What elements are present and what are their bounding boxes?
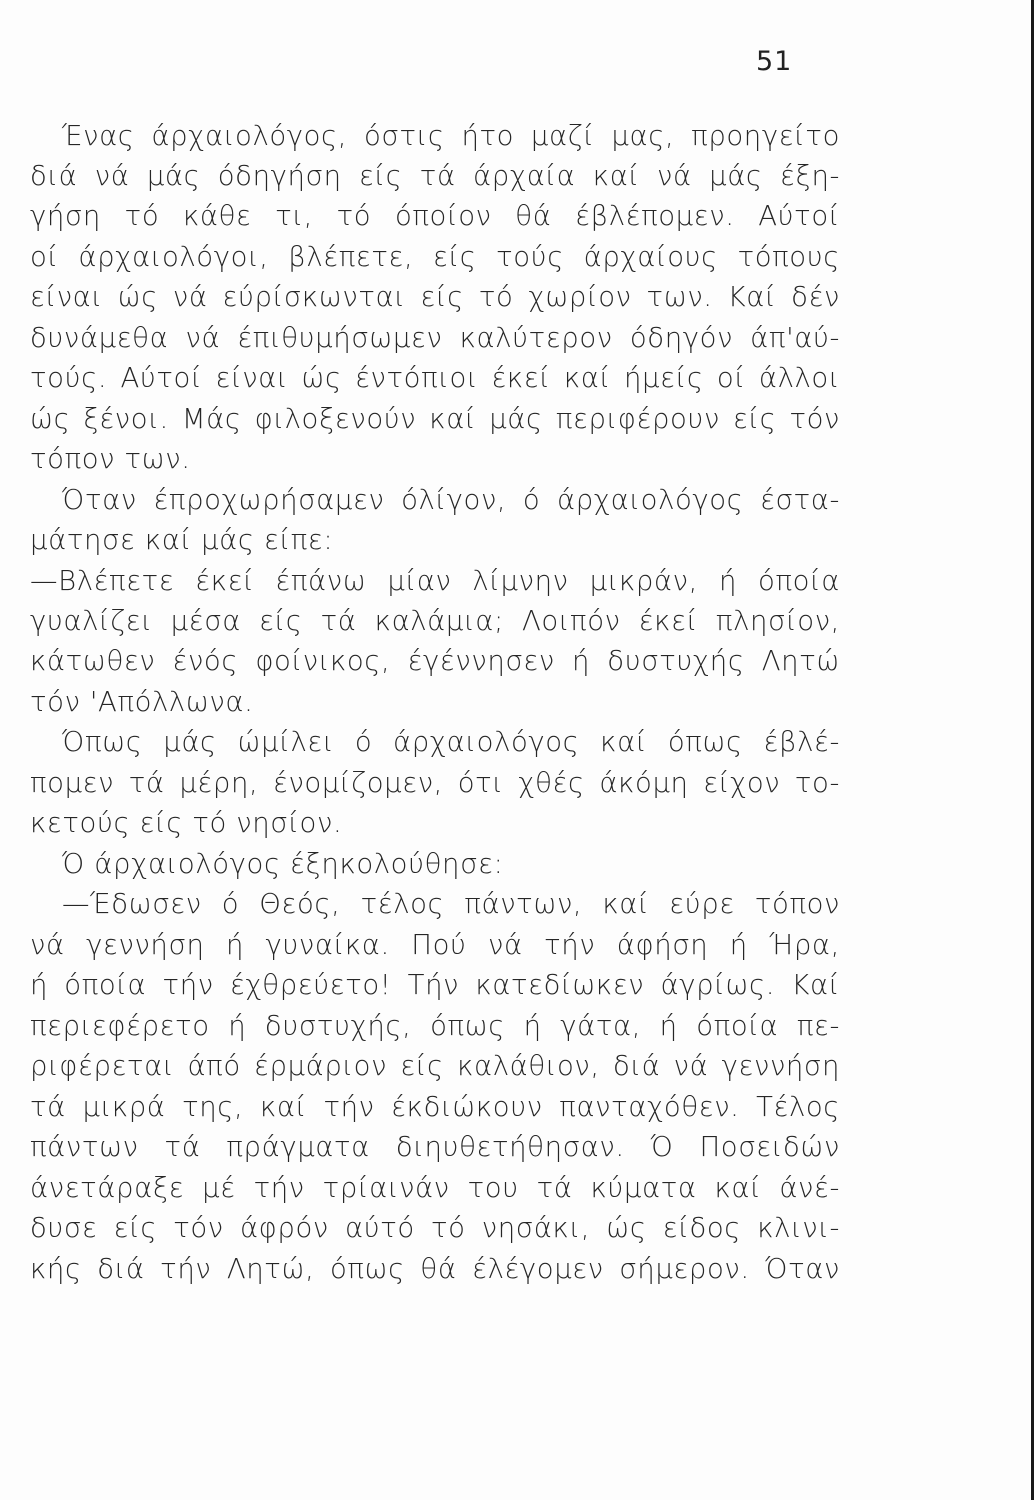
text-line: γυαλίζει μέσα είς τά καλάμια; Λοιπόν έκεί πλησίον, — [30, 605, 840, 637]
text-line: ώς ξένοι. Μάς φιλοξενούν καί μάς περιφέρουν είς τόν — [30, 403, 840, 435]
text-line: Ένας άρχαιολόγος, όστις ήτο μαζί μας, προηγείτο — [62, 120, 840, 152]
text-line: —Έδωσεν ό Θεός, τέλος πάντων, καί εύρε τόπον — [62, 888, 840, 920]
text-line: περιεφέρετο ή δυστυχής, όπως ή γάτα, ή όποία πε- — [30, 1010, 840, 1042]
text-line: τούς. Αύτοί είναι ώς έντόπιοι έκεί καί ήμείς οί άλλοι — [30, 362, 840, 394]
text-line: —Βλέπετε έκεί έπάνω μίαν λίμνην μικράν, ή όποία — [30, 565, 840, 597]
text-line: γήση τό κάθε τι, τό όποίον θά έβλέπομεν. Αύτοί — [30, 200, 840, 232]
text-line: μάτησε καί μάς είπε: — [30, 524, 334, 556]
text-line: πομεν τά μέρη, ένομίζομεν, ότι χθές άκόμη είχον το- — [30, 767, 840, 799]
text-line: είναι ώς νά εύρίσκωνται είς τό χωρίον των. Καί δέν — [30, 281, 840, 313]
text-line: νά γεννήση ή γυναίκα. Πού νά τήν άφήση ή Ήρα, — [30, 929, 840, 961]
text-line: ή όποία τήν έχθρεύετο! Τήν κατεδίωκεν άγρίως. Καί — [30, 969, 840, 1001]
text-line: διά νά μάς όδηγήση είς τά άρχαία καί νά μάς έξη- — [30, 160, 840, 192]
text-line: κετούς είς τό νησίον. — [30, 807, 343, 839]
text-line: τά μικρά της, καί τήν έκδιώκουν πανταχόθεν. Τέλος — [30, 1091, 840, 1123]
page-number: 51 — [756, 46, 793, 77]
text-line: πάντων τά πράγματα διηυθετήθησαν. Ό Ποσειδών — [30, 1131, 840, 1163]
text-line: δυνάμεθα νά έπιθυμήσωμεν καλύτερον όδηγόν άπ'αύ- — [30, 322, 840, 354]
text-line: τόν 'Απόλλωνα. — [30, 686, 254, 718]
text-line: τόπον των. — [30, 443, 191, 475]
text-line: ριφέρεται άπό έρμάριον είς καλάθιον, διά νά γεννήση — [30, 1050, 840, 1082]
text-line: δυσε είς τόν άφρόν αύτό τό νησάκι, ώς είδος κλινι- — [30, 1212, 840, 1244]
text-line: Όταν έπροχωρήσαμεν όλίγον, ό άρχαιολόγος έστα- — [62, 484, 840, 516]
text-line: άνετάραξε μέ τήν τρίαινάν του τά κύματα καί άνέ- — [30, 1172, 840, 1204]
text-line: Όπως μάς ώμίλει ό άρχαιολόγος καί όπως έβλέ- — [62, 726, 840, 758]
text-line: οί άρχαιολόγοι, βλέπετε, είς τούς άρχαίους τόπους — [30, 241, 840, 273]
text-line: κής διά τήν Λητώ, όπως θά έλέγομεν σήμερον. Όταν — [30, 1253, 840, 1285]
text-line: κάτωθεν ένός φοίνικος, έγέννησεν ή δυστυχής Λητώ — [30, 645, 840, 677]
text-line: Ό άρχαιολόγος έξηκολούθησε: — [62, 848, 504, 880]
